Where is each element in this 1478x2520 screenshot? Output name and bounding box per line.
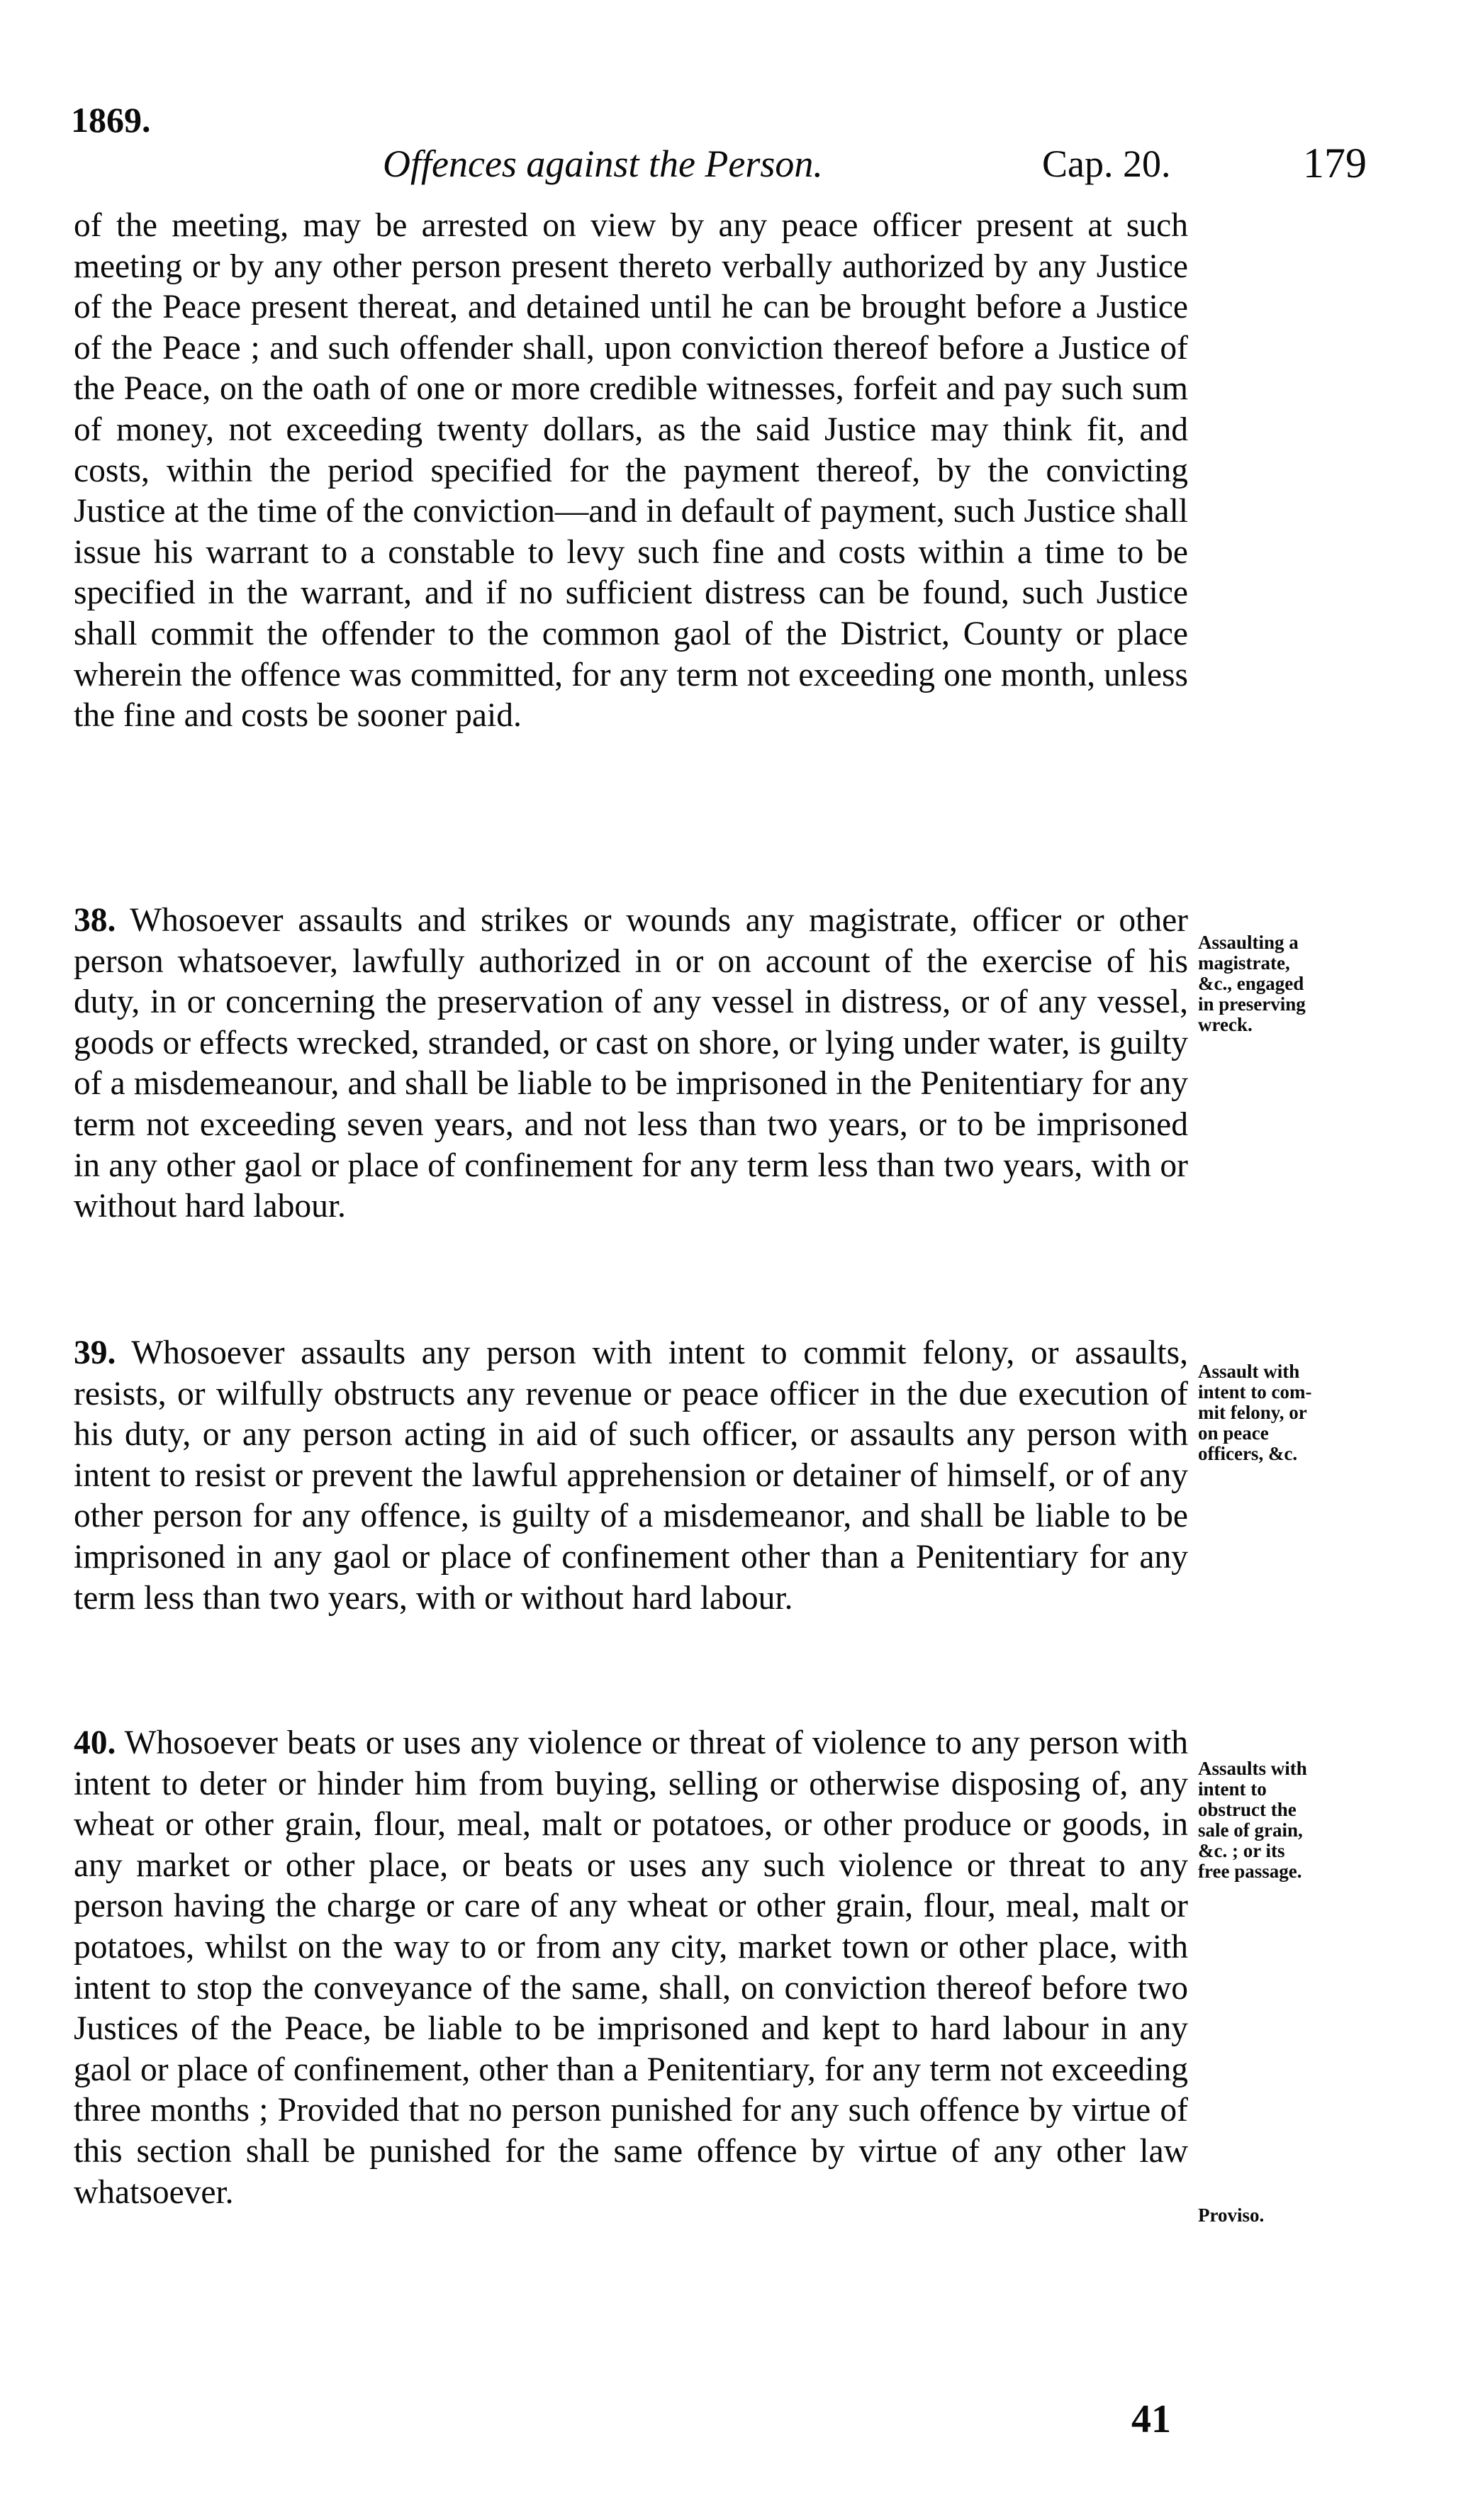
side-note-line: Assaults with	[1198, 1758, 1307, 1779]
section-text: Whosoever beats or uses any violence or threat of violence to any person with intent to deter or hinder him from buying, selling or otherwise disposing of, any wheat or other grain, flour, meal, malt or potatoes, or other produce or goods, in any market or other place, or beats or uses any such violence or threat to any person having the charge or care of any wheat or other grain, flour, meal, malt or potatoes, whilst on the way to or from any city, market town or other place, with intent to stop the conveyance of the same, shall, on conviction thereof before two Justices of the Peace, be liable to be imprisoned and kept to hard labour in any gaol or place of confinement, other than a Penitentiary, for any term not exceeding three months ; Provided that no person punished for any such offence by virtue of this section shall be punished for the same offence by virtue of any other law whatsoever.	[74, 1724, 1188, 2211]
running-title: Offences against the Person.	[383, 143, 823, 185]
section-number: 38.	[74, 902, 116, 939]
printer-signature-mark: 41	[1131, 2397, 1171, 2441]
side-note-39	[1198, 1361, 1425, 1464]
section-40	[74, 1723, 1188, 2213]
year: 1869.	[71, 100, 151, 140]
section-number: 40.	[74, 1724, 116, 1761]
side-note-line: &c. ; or its	[1198, 1840, 1285, 1861]
side-note-line: sale of grain,	[1198, 1819, 1303, 1841]
continuation-paragraph	[74, 206, 1188, 737]
section-text: Whosoever assaults any person with intent to commit felony, or assaults, resists, or wilfully obstructs any revenue or peace officer in the due execution of his duty, or any person acting in aid of such officer, or assaults any person with intent to resist or prevent the lawful apprehension or detainer of himself, or of any other person for any offence, is guilty of a misdemeanor, and shall be liable to be imprisoned in any gaol or place of confinement other than a Penitentiary for any term less than two years, with or without hard labour.	[74, 1334, 1188, 1617]
side-note-line: mit felony, or	[1198, 1402, 1307, 1423]
side-note-line: &c., engaged	[1198, 973, 1304, 994]
side-note-line: on peace	[1198, 1422, 1269, 1444]
chapter-number: Cap. 20.	[1042, 143, 1171, 185]
side-note-line: Assaulting a	[1198, 932, 1299, 953]
side-note-line: Proviso.	[1198, 2204, 1265, 2226]
section-38	[74, 901, 1188, 1227]
page-number: 179	[1303, 140, 1367, 186]
section-number: 39.	[74, 1334, 116, 1371]
side-note-40	[1198, 1758, 1425, 1882]
proviso-side-note	[1198, 2205, 1425, 2226]
side-note-38	[1198, 932, 1425, 1035]
side-note-line: intent to com-	[1198, 1381, 1312, 1403]
side-note-line: in preserving	[1198, 993, 1306, 1015]
section-text: Whosoever assaults and strikes or wounds any magistrate, officer or other person whatsoever, lawfully authorized in or on account of the exercise of his duty, in or concerning the preservation of any vessel in distress, or of any vessel, goods or effects wrecked, stranded, or cast on shore, or lying under water, is guilty of a misdemeanour, and shall be liable to be imprisoned in the Penitentiary for any term not exceeding seven years, and not less than two years, or to be imprisoned in any other gaol or place of confinement for any term less than two years, with or without hard labour.	[74, 902, 1188, 1225]
side-note-line: obstruct the	[1198, 1799, 1297, 1820]
paragraph-text: of the meeting, may be arrested on view by any peace officer present at such meeting or by any other person present thereto verbally authorized by any Justice of the Peace present thereat, and detained until he can be brought before a Justice of the Peace ; and such offender shall, upon conviction thereof before a Justice of the Peace, on the oath of one or more credible witnesses, forfeit and pay such sum of money, not exceeding twenty dollars, as the said Justice may think fit, and costs, within the period specified for the payment thereof, by the convicting Justice at the time of the conviction—and in default of payment, such Justice shall issue his warrant to a constable to levy such fine and costs within a time to be specified in the warrant, and if no sufficient distress can be found, such Justice shall commit the offender to the common gaol of the District, County or place wherein the offence was committed, for any term not exceeding one month, unless the fine and costs be sooner paid.	[74, 207, 1188, 735]
side-note-line: officers, &c.	[1198, 1443, 1298, 1464]
side-note-line: free passage.	[1198, 1861, 1302, 1882]
section-39	[74, 1333, 1188, 1619]
side-note-line: intent to	[1198, 1778, 1267, 1800]
side-note-line: magistrate,	[1198, 952, 1290, 974]
side-note-line: Assault with	[1198, 1361, 1300, 1382]
side-note-line: wreck.	[1198, 1014, 1253, 1035]
